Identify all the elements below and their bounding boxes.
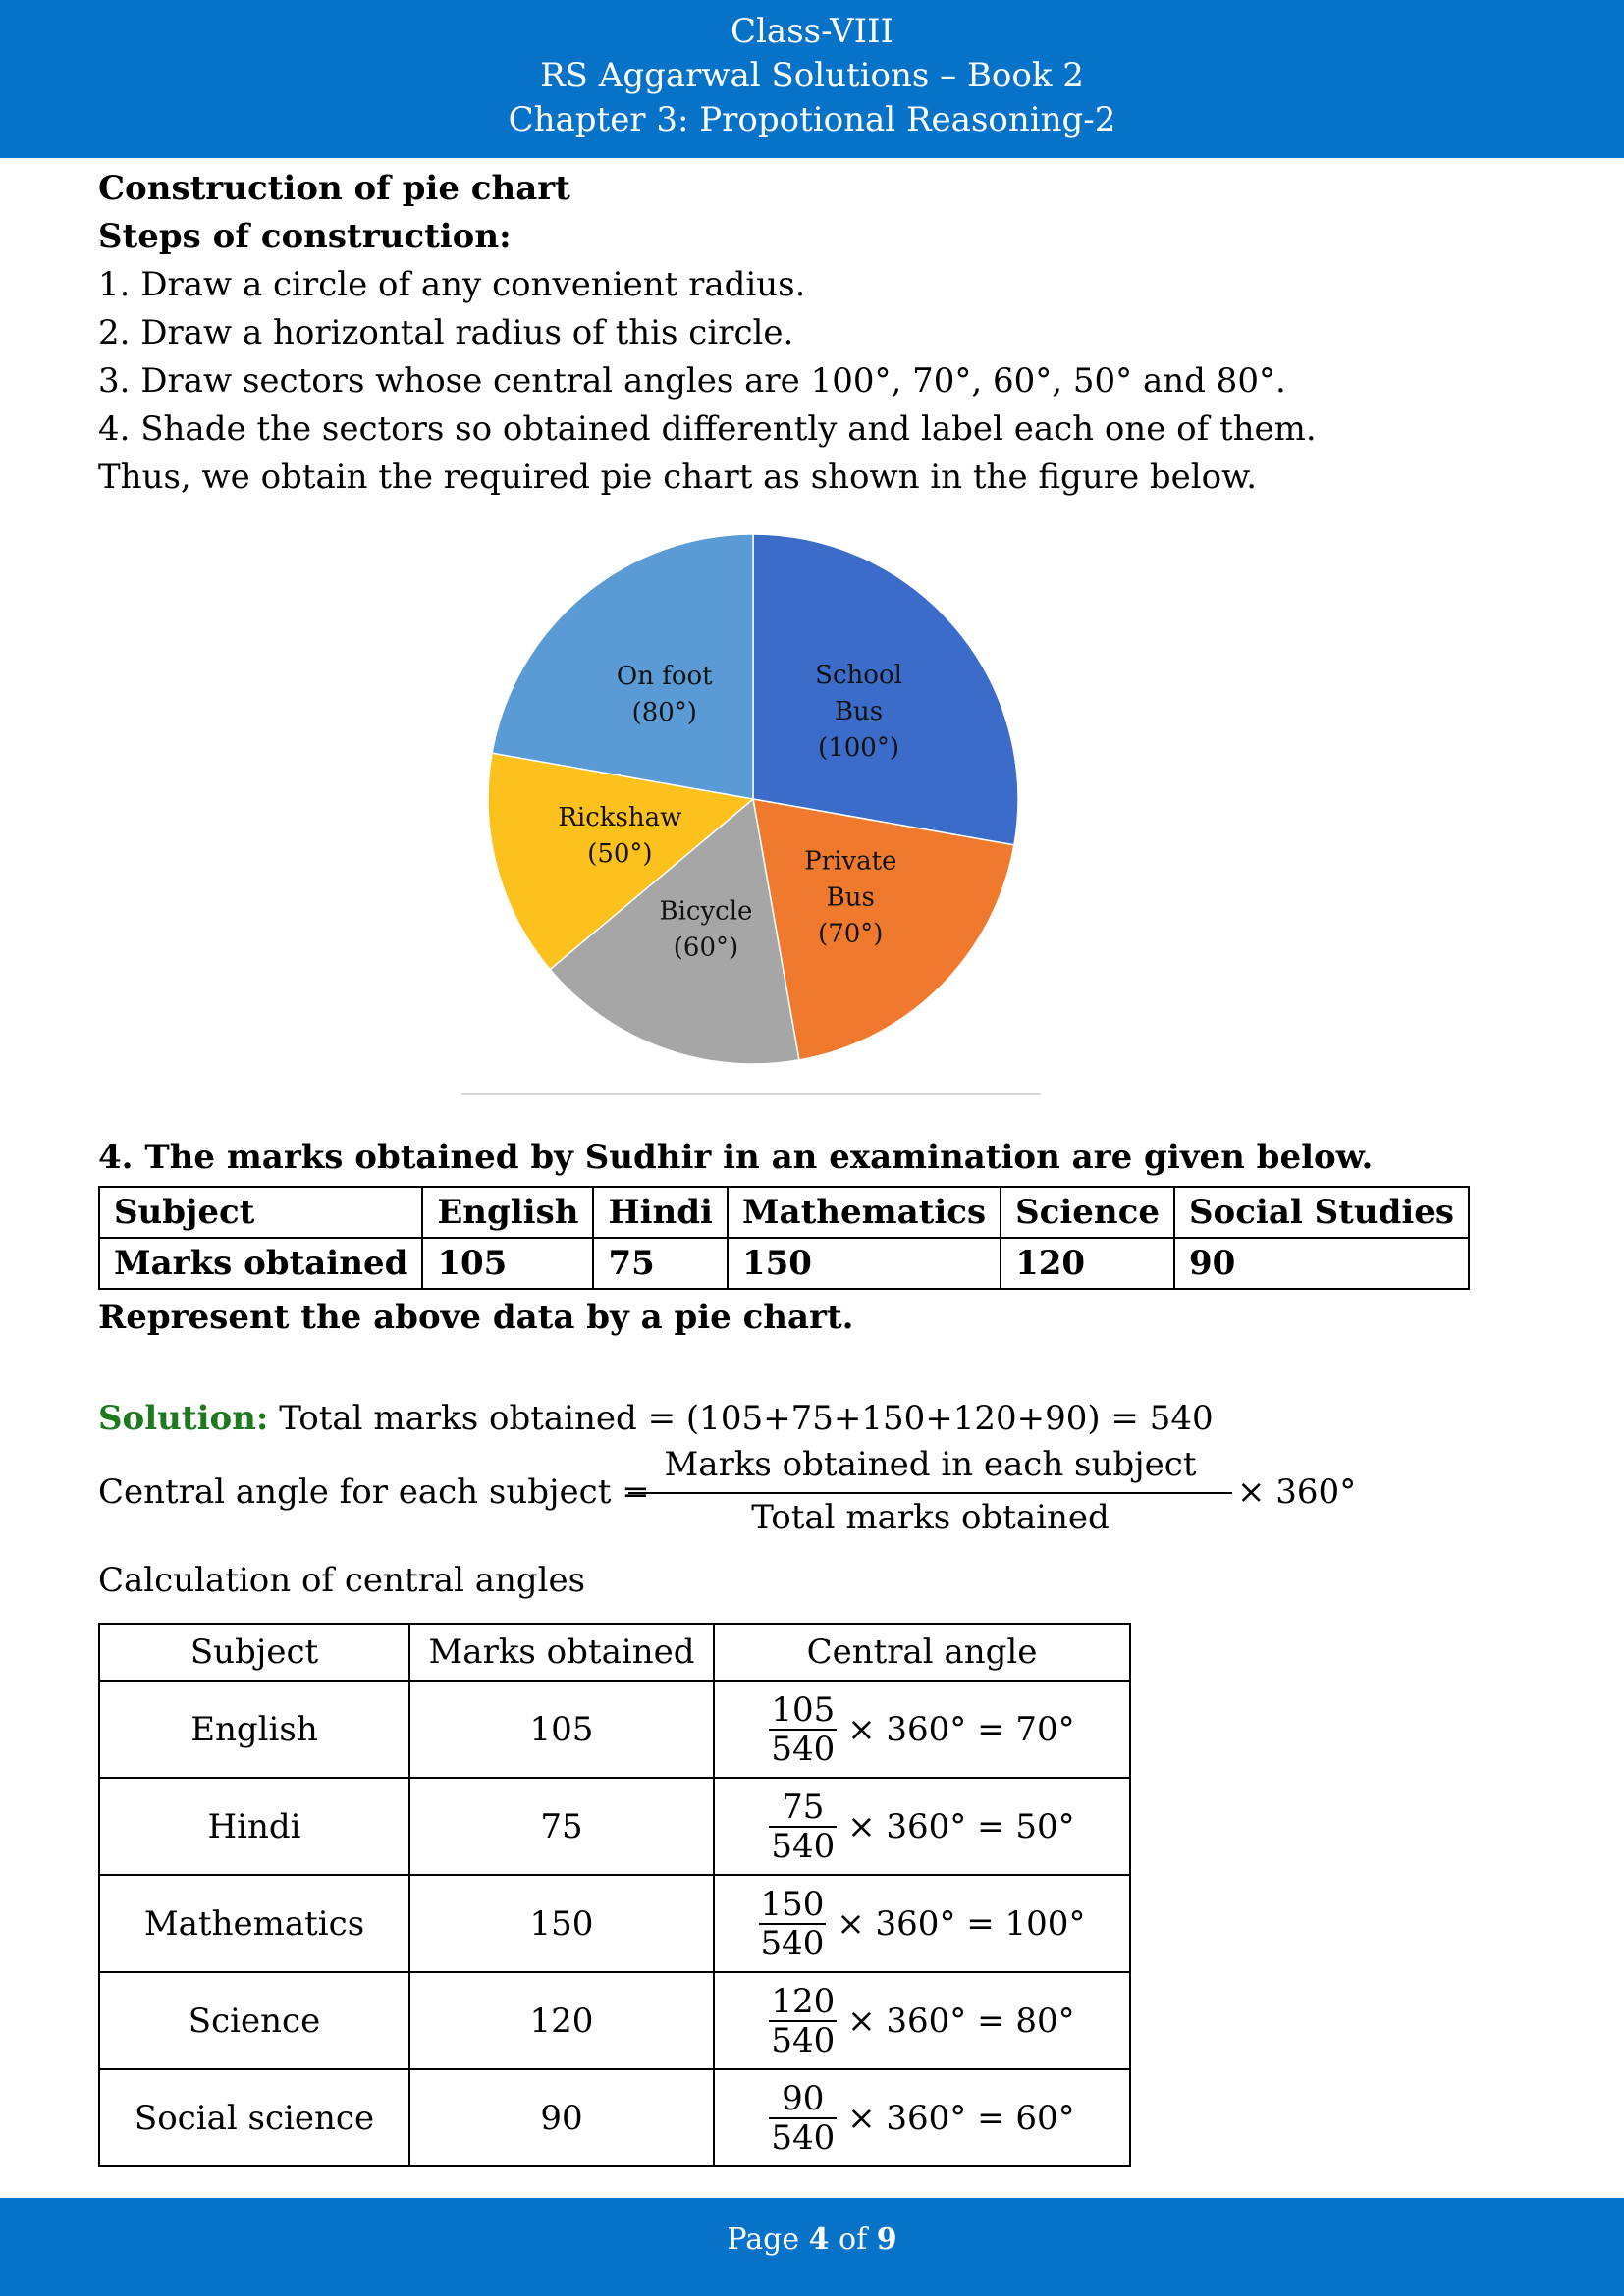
footer-page-number: 4 <box>808 2222 830 2257</box>
slice-label: Bus <box>826 882 875 913</box>
marks-cell: 120 <box>409 1972 714 2069</box>
numerator: 90 <box>769 2080 837 2119</box>
step-item: 2. Draw a horizontal radius of this circle. <box>98 313 794 352</box>
marks-table <box>98 1186 1470 1290</box>
denominator: 540 <box>771 1826 836 1866</box>
slice-value-label: (80°) <box>631 697 697 727</box>
angle-cell <box>714 1778 1130 1875</box>
slice-label: On foot <box>616 661 713 691</box>
slice-label: Bicycle <box>659 896 753 927</box>
table-cell: 150 <box>728 1238 1001 1289</box>
solution-total-text: Total marks obtained = (105+75+150+120+90) = 540 <box>268 1399 1214 1438</box>
step-item: 3. Draw sectors whose central angles are 100°, 70°, 60°, 50° and 80°. <box>98 361 1286 400</box>
slice-label: Private <box>804 846 897 877</box>
denominator: 540 <box>760 1923 825 1963</box>
numerator: 105 <box>771 1689 836 1730</box>
slice-label: Rickshaw <box>558 802 682 832</box>
pie-chart-svg <box>452 520 1060 1109</box>
solution-total <box>98 1395 1214 1443</box>
table-cell: English <box>422 1187 593 1238</box>
pie-chart <box>452 520 1060 1109</box>
formula-denominator: Total marks obtained <box>751 1498 1110 1537</box>
column-header: Central angle <box>714 1624 1130 1681</box>
table-cell: Hindi <box>593 1187 727 1238</box>
denominator: 540 <box>771 2020 836 2060</box>
slice-value-label: (70°) <box>818 919 884 949</box>
column-header: Marks obtained <box>409 1624 714 1681</box>
construction-conclusion: Thus, we obtain the required pie chart as shown in the figure below. <box>98 457 1258 497</box>
table-cell: Social Studies <box>1174 1187 1469 1238</box>
denominator: 540 <box>771 1729 836 1769</box>
fraction <box>769 1691 837 1768</box>
angle-expression: × 360° = 80° <box>847 2001 1075 2041</box>
fraction <box>769 1789 837 1865</box>
numerator: 75 <box>769 1789 837 1828</box>
formula-lhs: Central angle for each subject = <box>98 1472 650 1512</box>
solution-label: Solution: <box>98 1399 269 1438</box>
angle-cell <box>714 1681 1130 1778</box>
step-item: 4. Shade the sectors so obtained differently and label each one of them. <box>98 409 1317 449</box>
table-header-row <box>99 1624 1130 1681</box>
formula-numerator: Marks obtained in each subject <box>628 1443 1232 1494</box>
footer-of: of <box>829 2222 877 2257</box>
footer-page-total: 9 <box>876 2222 897 2257</box>
table-cell: 75 <box>593 1238 727 1289</box>
footer-prefix: Page <box>727 2222 809 2257</box>
formula-fraction <box>628 1443 1232 1541</box>
calc-title: Calculation of central angles <box>98 1561 586 1600</box>
marks-cell: 75 <box>409 1778 714 1875</box>
table-cell: 120 <box>1001 1238 1174 1289</box>
fraction <box>759 1886 827 1962</box>
numerator: 150 <box>760 1884 825 1924</box>
central-angle-table <box>98 1623 1131 2167</box>
angle-expression: × 360° = 60° <box>847 2098 1075 2138</box>
slice-value-label: (50°) <box>587 838 653 869</box>
page-header <box>0 0 1624 158</box>
slice-label: Bus <box>834 696 884 726</box>
page-footer <box>0 2198 1624 2296</box>
subject-cell: Science <box>99 1972 409 2069</box>
fraction <box>769 1983 837 2059</box>
subject-cell: Mathematics <box>99 1875 409 1972</box>
angle-expression: × 360° = 50° <box>847 1806 1075 1846</box>
denominator: 540 <box>771 2117 836 2158</box>
angle-cell <box>714 2069 1130 2166</box>
subject-cell: Social science <box>99 2069 409 2166</box>
subject-cell: English <box>99 1681 409 1778</box>
table-row <box>99 1187 1469 1238</box>
table-cell: Science <box>1001 1187 1174 1238</box>
steps-title: Steps of construction: <box>98 217 512 256</box>
marks-cell: 105 <box>409 1681 714 1778</box>
table-row <box>99 2069 1130 2166</box>
table-row <box>99 1778 1130 1875</box>
slice-value-label: (100°) <box>818 732 900 763</box>
table-cell: 90 <box>1174 1238 1469 1289</box>
marks-cell: 150 <box>409 1875 714 1972</box>
marks-cell: 90 <box>409 2069 714 2166</box>
header-chapter: Chapter 3: Propotional Reasoning-2 <box>508 100 1116 139</box>
angle-expression: × 360° = 70° <box>847 1709 1075 1749</box>
formula-rhs: × 360° <box>1237 1472 1357 1512</box>
question-instruction: Represent the above data by a pie chart. <box>98 1298 854 1337</box>
slice-label: School <box>815 660 902 690</box>
question-text: 4. The marks obtained by Sudhir in an examination are given below. <box>98 1138 1374 1177</box>
table-row <box>99 1875 1130 1972</box>
construction-section <box>98 165 1512 502</box>
table-cell: Marks obtained <box>99 1238 422 1289</box>
numerator: 120 <box>771 1981 836 2021</box>
header-book: RS Aggarwal Solutions – Book 2 <box>540 56 1084 95</box>
fraction <box>769 2080 837 2157</box>
angle-cell <box>714 1972 1130 2069</box>
table-row <box>99 1972 1130 2069</box>
table-row <box>99 1238 1469 1289</box>
header-class: Class-VIII <box>731 12 893 51</box>
angle-expression: × 360° = 100° <box>837 1903 1086 1944</box>
subject-cell: Hindi <box>99 1778 409 1875</box>
column-header: Subject <box>99 1624 409 1681</box>
construction-title: Construction of pie chart <box>98 169 570 208</box>
table-cell: 105 <box>422 1238 593 1289</box>
step-item: 1. Draw a circle of any convenient radius. <box>98 265 806 304</box>
angle-cell <box>714 1875 1130 1972</box>
table-cell: Mathematics <box>728 1187 1001 1238</box>
table-cell: Subject <box>99 1187 422 1238</box>
slice-value-label: (60°) <box>673 933 739 963</box>
table-row <box>99 1681 1130 1778</box>
